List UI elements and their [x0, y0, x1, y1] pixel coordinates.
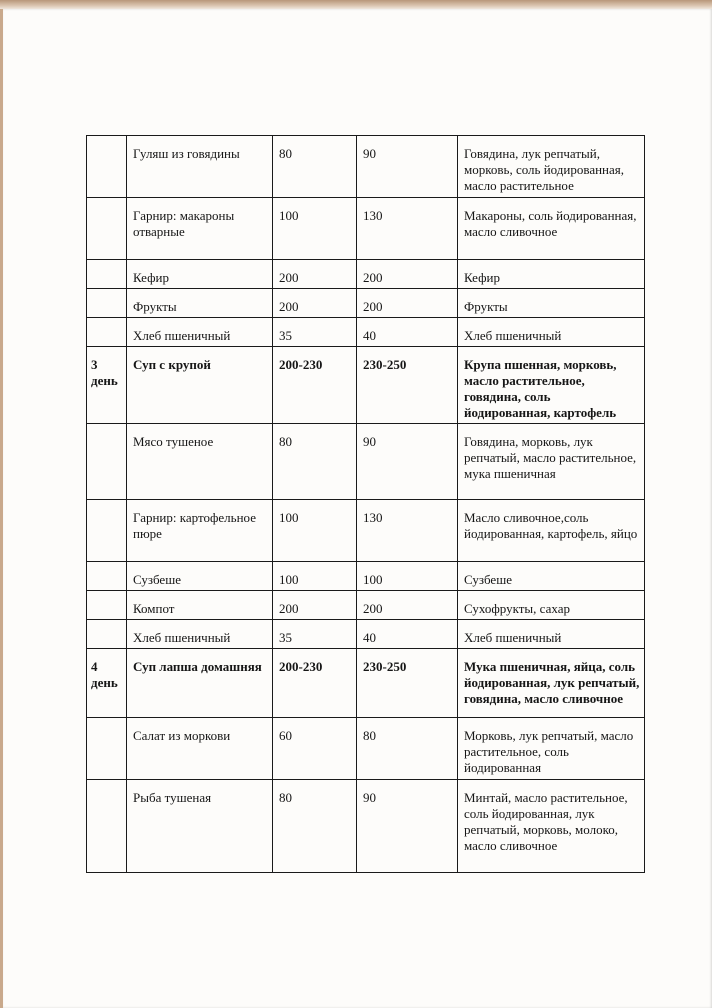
day-cell	[87, 591, 127, 620]
portion-large-cell: 130	[357, 198, 458, 260]
ingredients-cell: Фрукты	[458, 289, 645, 318]
portion-small-cell: 200	[273, 591, 357, 620]
dish-cell: Мясо тушеное	[127, 424, 273, 500]
table-row	[87, 649, 645, 718]
day-cell	[87, 500, 127, 562]
table-row	[87, 136, 645, 198]
table-row	[87, 424, 645, 500]
day-cell	[87, 620, 127, 649]
portion-small-cell: 60	[273, 718, 357, 780]
ingredients-cell: Крупа пшенная, морковь, масло растительное, говядина, соль йодированная, картофель	[458, 347, 645, 424]
ingredients-cell: Хлеб пшеничный	[458, 318, 645, 347]
scan-edge	[0, 0, 712, 9]
table-row	[87, 500, 645, 562]
dish-cell: Гарнир: макароны отварные	[127, 198, 273, 260]
table-row	[87, 591, 645, 620]
portion-large-cell: 100	[357, 562, 458, 591]
portion-large-cell: 200	[357, 260, 458, 289]
day-cell	[87, 136, 127, 198]
menu-table	[86, 135, 645, 873]
portion-large-cell: 130	[357, 500, 458, 562]
portion-small-cell: 35	[273, 318, 357, 347]
dish-cell: Салат из моркови	[127, 718, 273, 780]
portion-large-cell: 40	[357, 620, 458, 649]
ingredients-cell: Мука пшеничная, яйца, соль йодированная, лук репчатый, говядина, масло сливочное	[458, 649, 645, 718]
portion-small-cell: 200-230	[273, 649, 357, 718]
dish-cell: Гуляш из говядины	[127, 136, 273, 198]
dish-cell: Компот	[127, 591, 273, 620]
ingredients-cell: Сузбеше	[458, 562, 645, 591]
ingredients-cell: Хлеб пшеничный	[458, 620, 645, 649]
table-row	[87, 718, 645, 780]
dish-cell: Гарнир: картофельное пюре	[127, 500, 273, 562]
day-cell	[87, 780, 127, 873]
day-cell: 4 день	[87, 649, 127, 718]
dish-cell: Фрукты	[127, 289, 273, 318]
portion-small-cell: 200	[273, 260, 357, 289]
portion-small-cell: 35	[273, 620, 357, 649]
portion-small-cell: 80	[273, 136, 357, 198]
portion-large-cell: 40	[357, 318, 458, 347]
dish-cell: Рыба тушеная	[127, 780, 273, 873]
ingredients-cell: Говядина, лук репчатый, морковь, соль йодированная, масло растительное	[458, 136, 645, 198]
portion-large-cell: 230-250	[357, 649, 458, 718]
dish-cell: Сузбеше	[127, 562, 273, 591]
table-row	[87, 198, 645, 260]
portion-small-cell: 100	[273, 562, 357, 591]
table-row	[87, 620, 645, 649]
ingredients-cell: Минтай, масло растительное, соль йодированная, лук репчатый, морковь, молоко, масло сливочное	[458, 780, 645, 873]
ingredients-cell: Морковь, лук репчатый, масло растительное, соль йодированная	[458, 718, 645, 780]
day-cell	[87, 718, 127, 780]
menu-table-body	[87, 136, 645, 873]
portion-small-cell: 200	[273, 289, 357, 318]
day-cell	[87, 289, 127, 318]
day-cell	[87, 318, 127, 347]
dish-cell: Хлеб пшеничный	[127, 620, 273, 649]
portion-large-cell: 230-250	[357, 347, 458, 424]
portion-small-cell: 80	[273, 424, 357, 500]
day-cell: 3 день	[87, 347, 127, 424]
ingredients-cell: Масло сливочное,соль йодированная, картофель, яйцо	[458, 500, 645, 562]
day-cell	[87, 562, 127, 591]
portion-large-cell: 90	[357, 424, 458, 500]
portion-large-cell: 90	[357, 780, 458, 873]
dish-cell: Хлеб пшеничный	[127, 318, 273, 347]
day-cell	[87, 424, 127, 500]
table-row	[87, 780, 645, 873]
portion-large-cell: 200	[357, 591, 458, 620]
table-row	[87, 562, 645, 591]
day-cell	[87, 260, 127, 289]
table-row	[87, 318, 645, 347]
portion-large-cell: 90	[357, 136, 458, 198]
portion-small-cell: 80	[273, 780, 357, 873]
ingredients-cell: Говядина, морковь, лук репчатый, масло растительное, мука пшеничная	[458, 424, 645, 500]
ingredients-cell: Кефир	[458, 260, 645, 289]
ingredients-cell: Сухофрукты, сахар	[458, 591, 645, 620]
table-row	[87, 347, 645, 424]
dish-cell: Кефир	[127, 260, 273, 289]
portion-small-cell: 100	[273, 198, 357, 260]
dish-cell: Суп с крупой	[127, 347, 273, 424]
portion-small-cell: 200-230	[273, 347, 357, 424]
table-row	[87, 289, 645, 318]
portion-large-cell: 80	[357, 718, 458, 780]
table-row	[87, 260, 645, 289]
dish-cell: Суп лапша домашняя	[127, 649, 273, 718]
day-cell	[87, 198, 127, 260]
portion-small-cell: 100	[273, 500, 357, 562]
ingredients-cell: Макароны, соль йодированная, масло сливочное	[458, 198, 645, 260]
portion-large-cell: 200	[357, 289, 458, 318]
